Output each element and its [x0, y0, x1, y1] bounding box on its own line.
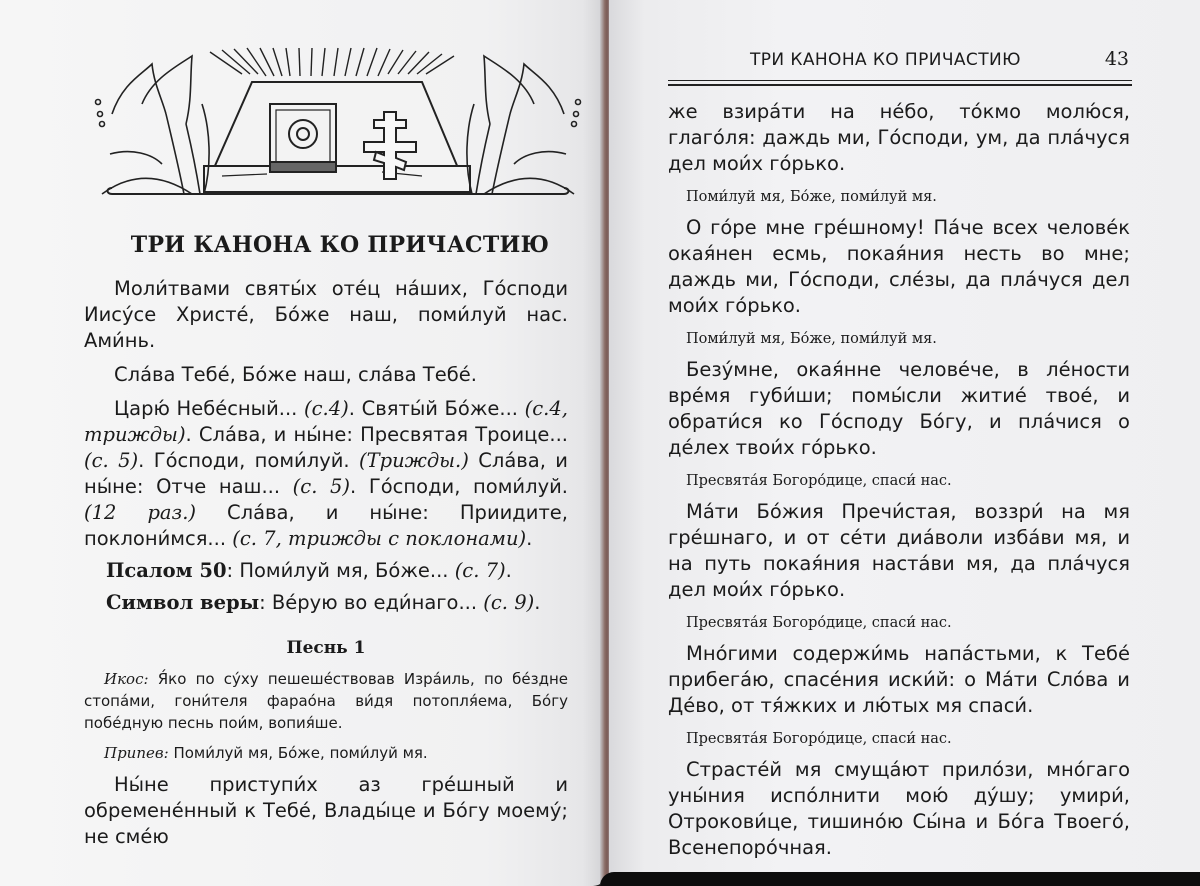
- troparion: Безу́мне, окая́нне челове́че, в ле́ности вре́мя губи́ши; помы́сли житие́ твое́, и обрати́ся ко Го́споду Бо́гу, и пла́чися о де́лех твои́х го́рько.: [668, 358, 1130, 459]
- book-edge-shadow: [600, 872, 1200, 886]
- headpiece-illustration: [92, 44, 584, 198]
- page-ref: (с. 5): [84, 449, 139, 472]
- psalm-label: Псалом 50: [106, 559, 227, 582]
- gospel-book-icon: [270, 104, 336, 172]
- ode-title: Песнь 1: [286, 638, 366, 658]
- text: : Ве́рую во еди́наго...: [259, 591, 484, 614]
- page-ref: (с. 9): [483, 591, 535, 614]
- text: Сла́ва, и ны́не: Отче наш...: [84, 449, 568, 498]
- troparion: Ма́ти Бо́жия Пречи́стая, воззри́ на мя гре́шнаго, и от се́ти диа́воли изба́ви мя, и на путь покая́ния наста́ви мя, да пла́чуся дел мои́х го́рько.: [668, 500, 1130, 601]
- text: Сла́ва, и ны́не: Приидите, поклони́мся...: [84, 501, 568, 550]
- header-rule-thin: [668, 80, 1132, 81]
- refrain-paragraph: [84, 742, 568, 764]
- text: .: [534, 591, 541, 614]
- troparion-continued: же взира́ти на не́бо, то́кмо молю́ся, глаго́ля: даждь ми, Го́споди, ум, да пла́чуся дел мои́х го́рько.: [668, 100, 1130, 175]
- psalm-50-line: [84, 558, 568, 584]
- running-head: [668, 46, 1131, 76]
- refrain-label: Припев:: [104, 744, 169, 762]
- irmos-paragraph: [84, 668, 568, 734]
- text: . Святы́й Бо́же...: [348, 397, 525, 420]
- text: . Сла́ва, и ны́не: Пресвятая Троице...: [185, 423, 568, 446]
- troparion: О го́ре мне гре́шному! Па́че всех челове́к окая́нен есмь, покая́ния несть во мне; даждь ми, Го́споди, сле́зы, да пла́чуся дел мои́х го́рько.: [668, 216, 1130, 317]
- page-ref: (с.4): [304, 397, 349, 420]
- ikos-label: Икос:: [104, 670, 149, 688]
- creed-label: Символ веры: [106, 591, 260, 614]
- glory-prayer: Сла́ва Тебе́, Бо́же наш, сла́ва Тебе́.: [114, 363, 477, 386]
- text: . Го́споди, поми́луй.: [350, 475, 568, 498]
- text: .: [505, 559, 512, 582]
- refrain-line: Пресвята́я Богоро́дице, спаси́ нас.: [686, 615, 952, 631]
- light-rays-icon: [210, 48, 454, 76]
- text: Я́ко по су́ху пешеше́ствовав Изра́иль, по бе́здне стопа́ми, гони́теля фарао́на ви́дя потопля́ема, Бо́гу побе́дную песнь пои́м, вопия́ше.: [84, 670, 568, 732]
- running-head-title: ТРИ КАНОНА КО ПРИЧАСТИЮ: [750, 50, 1021, 70]
- page-number: 43: [1104, 48, 1129, 70]
- page-ref: (с. 7): [454, 559, 506, 582]
- rubric: (12 раз.): [84, 501, 196, 524]
- refrain-line: Пресвята́я Богоро́дице, спаси́ нас.: [686, 473, 952, 489]
- opening-prayer: Моли́твами святы́х оте́ц на́ших, Го́споди Иису́се Христе́, Бо́же наш, поми́луй нас. Ами́нь.: [84, 277, 568, 352]
- troparion: Мно́гими содержи́мь напа́стьми, к Тебе́ прибега́ю, спасе́ния иски́й: о Ма́ти Сло́ва и Де́во, от тя́жких и лю́тых мя спаси́.: [668, 642, 1130, 717]
- rubric-paragraph: [84, 396, 568, 552]
- text: Поми́луй мя, Бо́же, поми́луй мя.: [168, 744, 428, 762]
- rubric: (Трижды.): [359, 449, 469, 472]
- troparion-paragraph: Ны́не приступи́х аз гре́шный и обремене́нный к Тебе́, Влады́це и Бо́гу моему́; не сме́ю: [84, 773, 568, 848]
- left-page-body: [84, 276, 568, 858]
- right-page-body: [668, 99, 1130, 871]
- refrain-line: Поми́луй мя, Бо́же, поми́луй мя.: [686, 189, 937, 205]
- theotokion: Страсте́й мя смуща́ют прило́зи, мно́гаго уны́ния испо́лнити мою́ ду́шу; умири́, Отрокови́це, тишино́ю Сы́на и Бо́га Твоего́, Всенепоро́чная.: [668, 758, 1130, 859]
- page-ref: (с. 5): [292, 475, 351, 498]
- chapter-title: ТРИ КАНОНА КО ПРИЧАСТИЮ: [130, 232, 550, 258]
- page-ref: (с. 7, трижды с поклонами): [232, 527, 527, 550]
- text: . Го́споди, поми́луй.: [138, 449, 359, 472]
- text: : Поми́луй мя, Бо́же...: [226, 559, 455, 582]
- page-ref: (с.4, трижды): [84, 397, 568, 446]
- creed-line: [84, 590, 568, 616]
- refrain-line: Пресвята́я Богоро́дице, спаси́ нас.: [686, 731, 952, 747]
- refrain-line: Поми́луй мя, Бо́же, поми́луй мя.: [686, 331, 937, 347]
- header-rule-thick: [668, 84, 1132, 86]
- text: .: [526, 527, 533, 550]
- text: Царю́ Небе́сный...: [114, 397, 305, 420]
